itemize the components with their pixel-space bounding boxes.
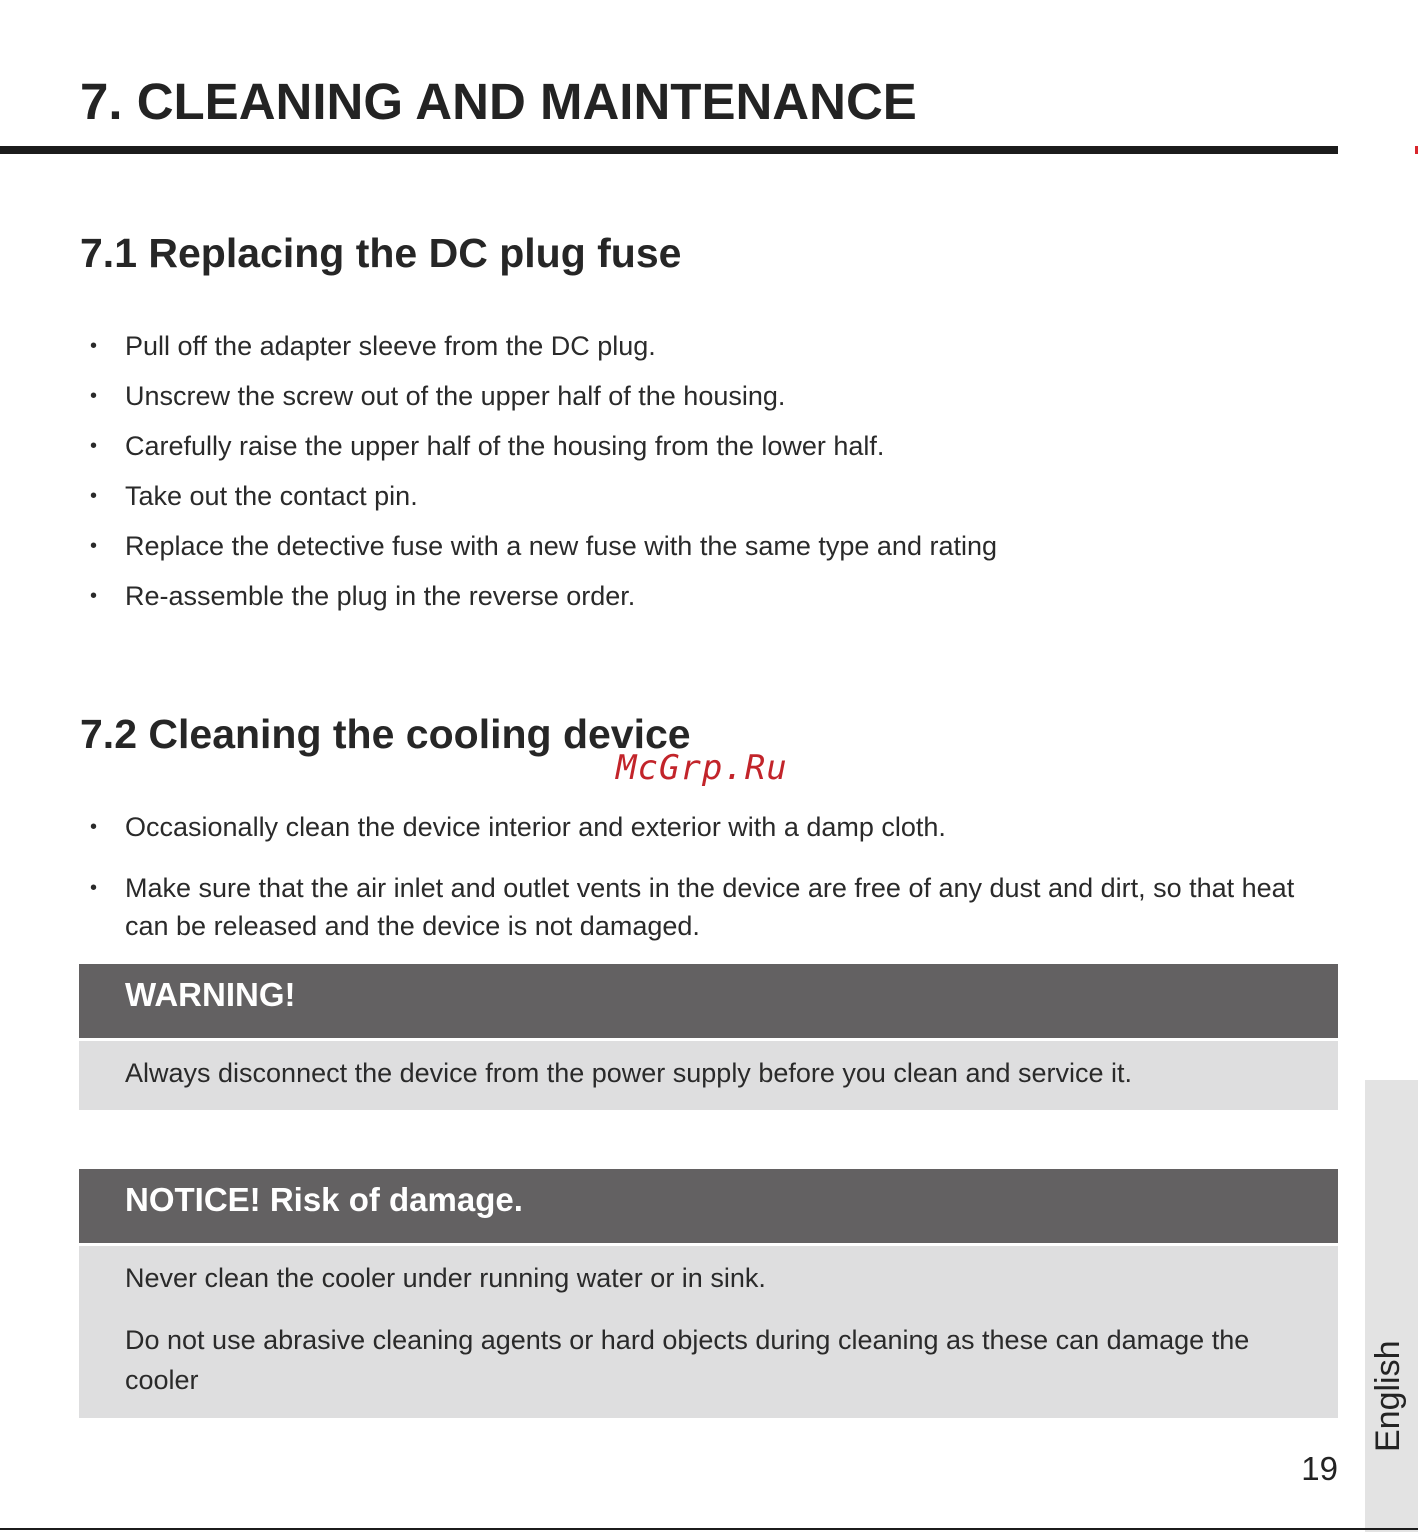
- section-heading-dc-plug-fuse: 7.1 Replacing the DC plug fuse: [80, 230, 682, 276]
- notice-text: Never clean the cooler under running water or in sink.: [125, 1263, 766, 1293]
- notice-text: Do not use abrasive cleaning agents or hard objects during cleaning as these can damage the cooler: [125, 1325, 1250, 1395]
- notice-title: NOTICE! Risk of damage.: [79, 1169, 1338, 1243]
- fuse-steps-list: [80, 327, 1338, 627]
- list-item: • Occasionally clean the device interior and exterior with a damp cloth.: [80, 808, 1338, 846]
- list-item: • Carefully raise the upper half of the housing from the lower half.: [80, 427, 1338, 465]
- page-title: 7. CLEANING AND MAINTENANCE: [80, 73, 917, 130]
- list-item: • Make sure that the air inlet and outlet vents in the device are free of any dust and dirt, so that heat can be released and the device is not damaged.: [80, 869, 1338, 945]
- warning-callout: [79, 964, 1338, 1110]
- warning-body: [79, 1041, 1338, 1110]
- title-divider: [0, 146, 1338, 154]
- watermark: McGrp.Ru: [616, 748, 788, 788]
- cleaning-list: [80, 808, 1338, 968]
- warning-title: WARNING!: [79, 964, 1338, 1038]
- notice-callout: [79, 1169, 1338, 1418]
- list-item: • Pull off the adapter sleeve from the DC plug.: [80, 327, 1338, 365]
- list-item: • Take out the contact pin.: [80, 477, 1338, 515]
- notice-body: [79, 1246, 1338, 1418]
- language-label: English: [1369, 1340, 1407, 1452]
- list-item: • Unscrew the screw out of the upper half of the housing.: [80, 377, 1338, 415]
- warning-text: Always disconnect the device from the power supply before you clean and service it.: [125, 1058, 1133, 1088]
- page-number: 19: [1301, 1450, 1338, 1487]
- list-item: • Re-assemble the plug in the reverse order.: [80, 577, 1338, 615]
- section-heading-cleaning-device: 7.2 Cleaning the cooling device: [80, 711, 691, 757]
- bottom-divider: [0, 1528, 1418, 1530]
- language-tab: [1365, 1080, 1418, 1532]
- list-item: • Replace the detective fuse with a new fuse with the same type and rating: [80, 527, 1338, 565]
